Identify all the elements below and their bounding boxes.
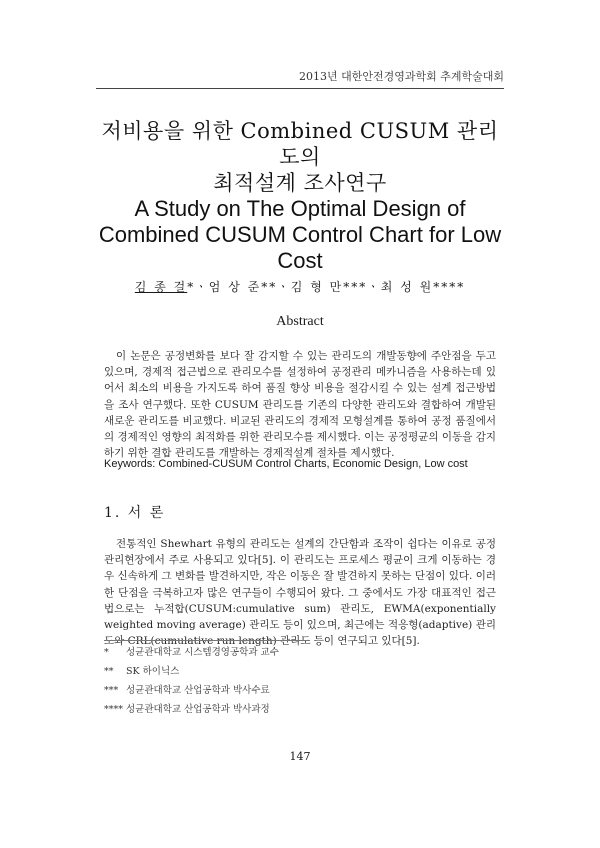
footnote-divider	[104, 640, 310, 641]
footnote-text: 성균관대학교 시스템경영공학과 교수	[126, 647, 279, 658]
title-english-line-3: Cost	[277, 248, 323, 273]
footnote-mark: ***	[104, 685, 119, 696]
title-english-line-2: Combined CUSUM Control Chart for Low	[98, 222, 502, 247]
abstract-heading: Abstract	[276, 314, 324, 329]
first-author: 김 종 걸	[134, 280, 188, 294]
author-list	[0, 278, 600, 295]
paper-title	[96, 118, 504, 274]
footnote-text: 성균관대학교 산업공학과 박사수료	[126, 685, 270, 696]
footnote-mark: **	[104, 666, 114, 677]
footnotes	[104, 643, 496, 719]
footnote	[104, 681, 496, 700]
page-number: 147	[289, 750, 311, 763]
keywords: Keywords: Combined-CUSUM Control Charts, Economic Design, Low cost	[104, 458, 468, 470]
other-authors: *ㆍ엄 상 준**ㆍ김 형 만***ㆍ최 성 원****	[187, 280, 466, 294]
title-korean-line-1: 저비용을 위한 Combined CUSUM 관리도의	[101, 119, 499, 169]
footnote	[104, 700, 496, 719]
introduction-body: 전통적인 Shewhart 유형의 관리도는 설계의 간단함과 조작이 쉽다는 이유로 공정관리현장에서 주로 사용되고 있다[5]. 이 관리도는 프로세스 평균이 크게 이동하는 경우 신속하게 그 변화를 발견하지만, 작은 이동은 잘 발견하지 못하는 단점이 있다. 이러한 단점을 극복하고자 많은 연구들이 수행되어 왔다. 그 중에서도 가장 대표적인 접근법으로는 누적합(CUSUM:cumulative sum) 관리도, EWMA(exponentially weighted moving average) 관리도 등이 있으며, 최근에는 적응형(adaptive) 관리도와 CRL(cumulative run length) 관리도 등이 연구되고 있다[5].	[104, 538, 496, 648]
footnote-mark: *	[104, 647, 109, 658]
footnote-text: SK 하이닉스	[126, 666, 180, 677]
abstract-body: 이 논문은 공정변화를 보다 잘 감지할 수 있는 관리도의 개발동향에 주안점을 두고 있으며, 경제적 접근법으로 관리모수를 설정하여 공정관리 메카니즘을 사용하는데 있어서 최소의 비용을 가지도록 하여 품질 향상 비용을 절감시킬 수 있는 설계 접근방법을 조사 연구했다. 또한 CUSUM 관리도를 기존의 다양한 관리도와 결합하여 개발된 새로운 관리도를 비교했다. 비교된 관리도의 경제적 모형설계를 통하여 공정 품질에서의 경제적인 영향의 최적화를 위한 관리모수를 제시했다. 이는 공정평균의 이동을 감지하기 위한 결합 관리도를 개발하는 경제적설계 절차를 제시했다.	[104, 350, 496, 460]
footnote-text: 성균관대학교 산업공학과 박사과정	[126, 704, 270, 715]
footnote	[104, 643, 496, 662]
conference-header: 2013년 대한안전경영과학회 추계학술대회	[298, 70, 504, 83]
header-divider	[96, 88, 504, 89]
title-english-line-1: A Study on The Optimal Design of	[134, 196, 466, 221]
title-korean-line-2: 최적설계 조사연구	[213, 171, 387, 195]
footnote	[104, 662, 496, 681]
section-heading-introduction: 1. 서 론	[104, 505, 166, 521]
footnote-mark: ****	[104, 704, 123, 715]
